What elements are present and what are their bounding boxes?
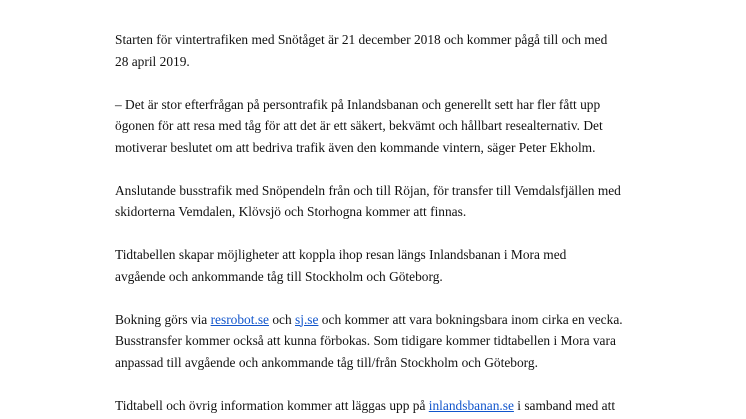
document-body [115, 29, 655, 419]
paragraph-bus-connection [115, 180, 655, 223]
paragraph-line: avgående och ankommande tåg till Stockholm och Göteborg. [115, 268, 443, 284]
booking-text-pre: Bokning görs via [115, 311, 211, 327]
resrobot-link[interactable]: resrobot.se [210, 311, 269, 327]
inlandsbanan-link[interactable]: inlandsbanan.se [428, 397, 514, 413]
paragraph-start-date [115, 29, 655, 72]
paragraph-line [115, 309, 655, 331]
paragraph-line: Busstransfer kommer också att kunna förbokas. Som tidigare kommer tidtabellen i Mora vara [115, 333, 616, 348]
paragraph-line: anpassad till avgående och ankommande tåg till/från Stockholm och Göteborg. [115, 354, 538, 370]
info-text-post: i samband med att [513, 397, 616, 413]
paragraph-timetable [115, 244, 655, 287]
paragraph-line: Starten för vintertrafiken med Snötåget är 21 december 2018 och kommer pågå till och med [115, 32, 608, 47]
paragraph-line [115, 395, 655, 417]
paragraph-line: Tidtabellen skapar möjligheter att koppla ihop resan längs Inlandsbanan i Mora med [115, 247, 567, 262]
paragraph-line: 28 april 2019. [115, 53, 190, 69]
paragraph-information [115, 395, 655, 417]
paragraph-booking [115, 309, 655, 374]
paragraph-quote [115, 94, 655, 159]
paragraph-line: ögonen för att resa med tåg för att det är ett säkert, bekvämt och hållbart resealternativ. Det [115, 118, 603, 133]
info-text-pre: Tidtabell och övrig information kommer att läggas upp på [115, 397, 429, 413]
paragraph-line: – Det är stor efterfrågan på persontrafik på Inlandsbanan och generellt sett har fler fått upp [115, 96, 601, 112]
sj-link[interactable]: sj.se [295, 311, 319, 327]
booking-text-post: och kommer att vara bokningsbara inom cirka en vecka. [318, 311, 623, 327]
paragraph-line: skidorterna Vemdalen, Klövsjö och Storhogna kommer att finnas. [115, 204, 467, 219]
booking-text-mid: och [268, 311, 296, 327]
paragraph-line: motiverar beslutet om att bedriva trafik även den kommande vintern, säger Peter Ekholm. [115, 139, 596, 155]
paragraph-line: Anslutande busstrafik med Snöpendeln från och till Röjan, för transfer till Vemdalsfjällen med [115, 182, 621, 198]
